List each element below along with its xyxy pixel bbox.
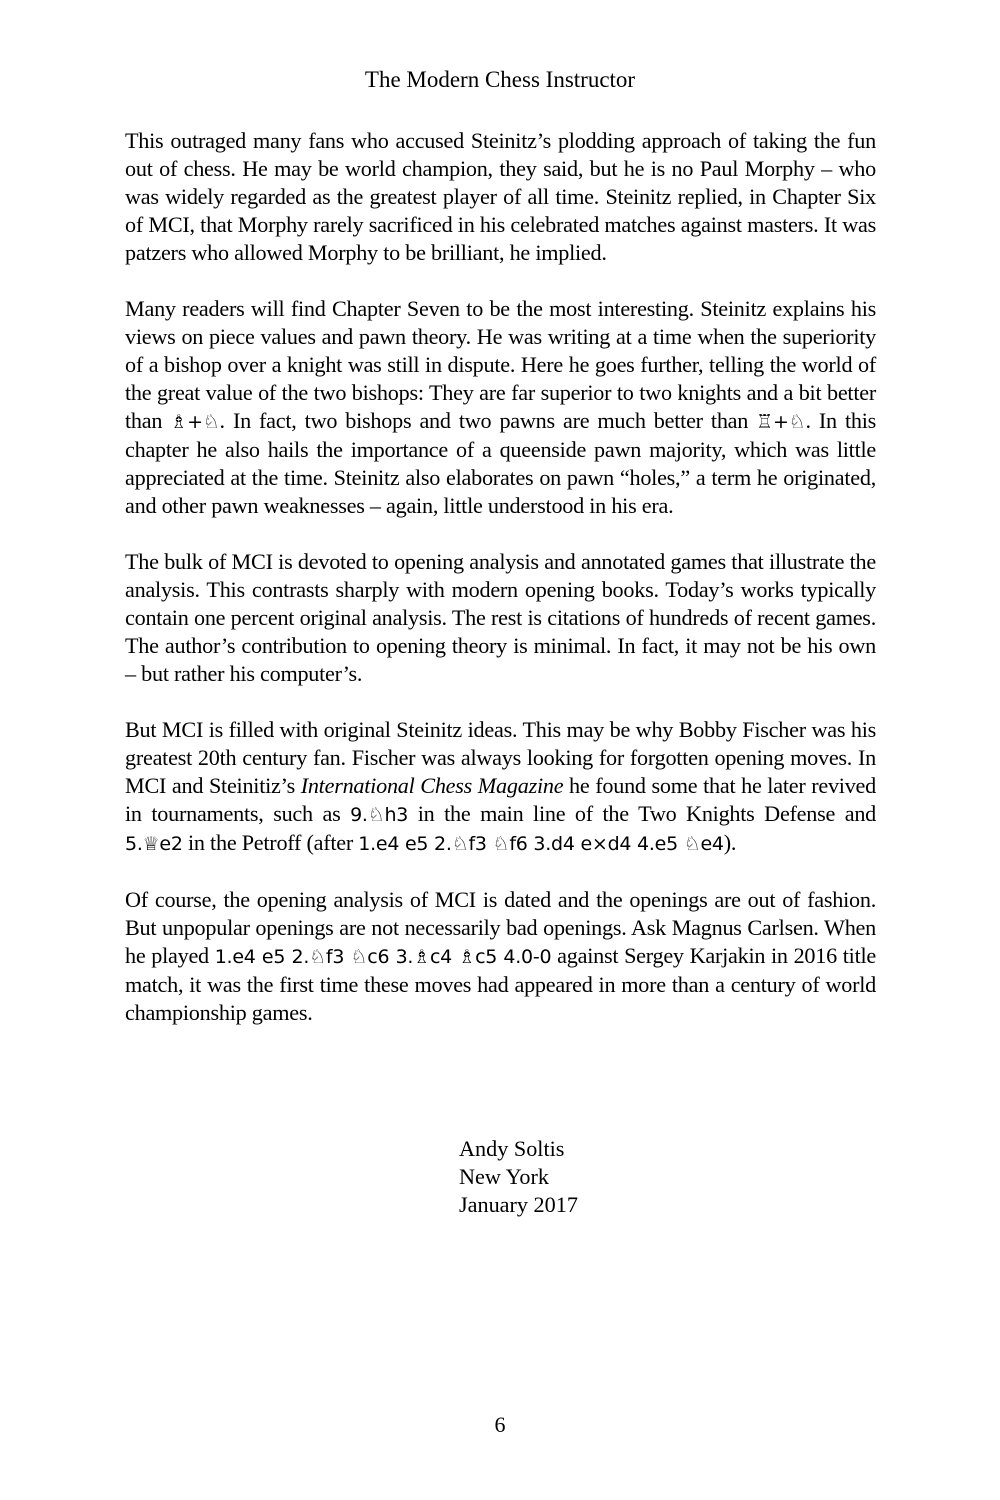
chess-move-qe2: 5.♕e2 (125, 833, 183, 855)
chess-notation-bishop-knight: ♗+♘ (170, 411, 220, 433)
paragraph-4-text-5: ). (723, 830, 737, 855)
author-city: New York (459, 1164, 549, 1189)
paragraph-4 (125, 716, 876, 858)
paragraph-5 (125, 886, 876, 1027)
paragraph-1: This outraged many fans who accused Steinitz’s plodding approach of taking the fun out of chess. He may be world champion, they said, but he is no Paul Morphy – who was widely regarded as the greatest player of all time. Steinitz replied, in Chapter Six of MCI, that Morphy rarely sacrificed in his celebrated matches against masters. It was patzers who allowed Morphy to be brilliant, he implied. (125, 128, 876, 265)
paragraph-2-text-1: Many readers will find Chapter Seven to be the most interesting. Steinitz explains his views on piece values and pawn theory. He was writing at a time when the superiority of a bishop over a knight was still in dispute. Here he goes further, telling the world of the great value of the two bishops: They are far superior to two knights and a bit better than (125, 296, 876, 433)
chess-line-italian: 1.e4 e5 2.♘f3 ♘c6 3.♗c4 ♗c5 4.0-0 (214, 946, 552, 968)
paragraph-2-text-3: . In this chapter he also hails the importance of a queenside pawn majority, which was little appreciated at the time. Steinitz also elaborates on pawn “holes,” a term he originated, and other pawn weaknesses – again, little understood in his era. (125, 408, 876, 518)
paragraph-5-text-1: Of course, the opening analysis of MCI is dated and the openings are out of fashion. But unpopular openings are not necessarily bad openings. Ask Magnus Carlsen. When he played (125, 887, 876, 968)
paragraph-4-text-3: in the main line of the Two Knights Defense and (408, 801, 877, 826)
paragraph-4-text-2: he found some that he later revived in tournaments, such as (125, 773, 876, 826)
paragraph-4-text-1: But MCI is filled with original Steinitz ideas. This may be why Bobby Fischer was his greatest 20th century fan. Fischer was always looking for forgotten opening moves. In MCI and Steinitiz’s (125, 717, 876, 798)
chess-line-petroff: 1.e4 e5 2.♘f3 ♘f6 3.d4 e×d4 4.e5 ♘e4 (358, 833, 724, 855)
running-header: The Modern Chess Instructor (364, 67, 636, 92)
body-text (125, 127, 876, 1055)
signature-block (459, 1135, 578, 1219)
paragraph-5-text-2: against Sergey Karjakin in 2016 title match, it was the first time these moves had appeared in more than a century of world championship games. (125, 943, 877, 1025)
author-name: Andy Soltis (459, 1136, 565, 1161)
page-number: 6 (494, 1412, 506, 1437)
chess-move-nh3: 9.♘h3 (350, 804, 409, 826)
paragraph-4-text-4: in the Petroff (after (182, 830, 359, 855)
paragraph-2 (125, 295, 876, 520)
paragraph-2-text-2: . In fact, two bishops and two pawns are much better than (219, 408, 757, 433)
magazine-title: International Chess Magazine (300, 773, 564, 798)
paragraph-3: The bulk of MCI is devoted to opening analysis and annotated games that illustrate the analysis. This contrasts sharply with modern opening books. Today’s works typically contain one percent original analysis. The rest is citations of hundreds of recent games. The author’s contribution to opening theory is minimal. In fact, it may not be his own – but rather his computer’s. (125, 549, 876, 686)
chess-notation-rook-knight: ♖+♘ (756, 411, 806, 433)
signature-date: January 2017 (459, 1192, 578, 1217)
